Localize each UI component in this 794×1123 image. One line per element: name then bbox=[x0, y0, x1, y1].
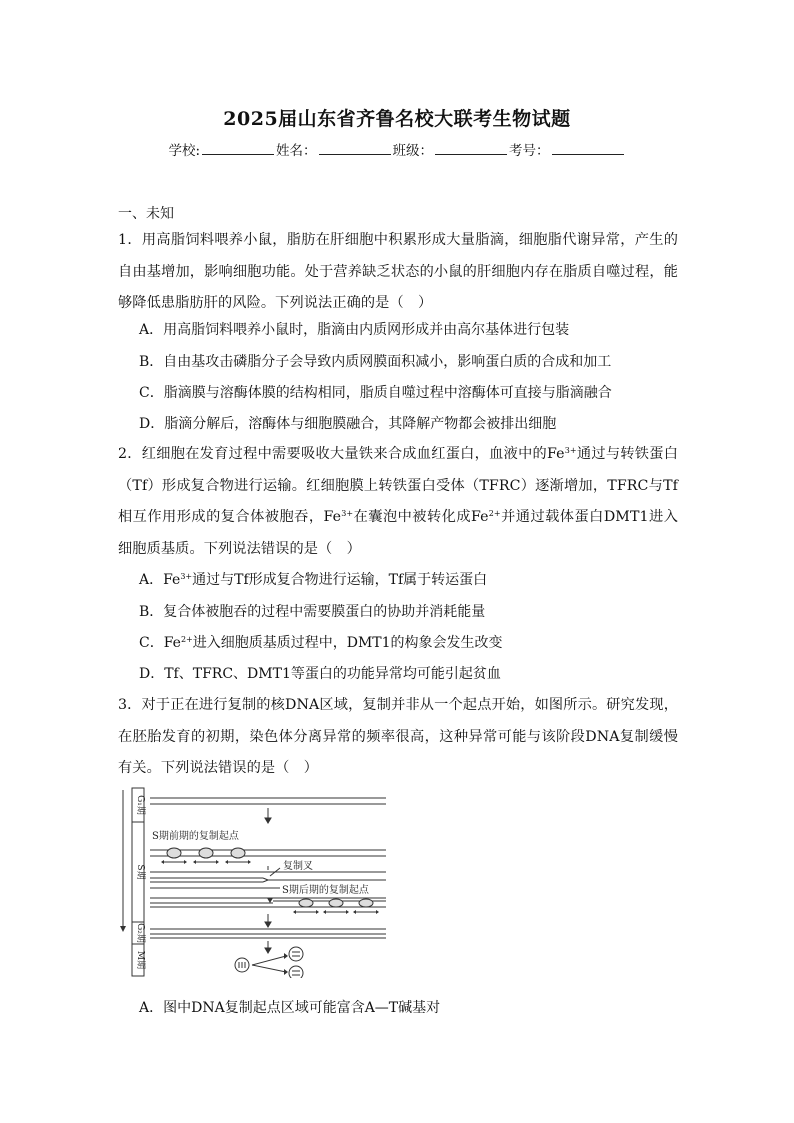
q2-sup-3: 2+ bbox=[488, 509, 501, 518]
late-origin-label: S期后期的复制起点 bbox=[282, 885, 369, 896]
dna-strands-g2 bbox=[150, 929, 386, 938]
school-label: 学校: bbox=[168, 143, 201, 159]
m-phase-label: M期 bbox=[135, 950, 145, 970]
class-blank[interactable] bbox=[435, 142, 507, 155]
dna-replication-figure bbox=[118, 786, 390, 978]
question-1-option-a[interactable]: A．用高脂饲料喂养小鼠时，脂滴由内质网形成并由高尔基体进行包装 bbox=[139, 322, 570, 338]
question-1-option-d[interactable]: D．脂滴分解后，溶酶体与细胞膜融合，其降解产物都会被排出细胞 bbox=[139, 416, 557, 432]
q2-text-3: 在囊泡中被转化成Fe bbox=[353, 509, 489, 525]
replication-fork-label: 复制叉 bbox=[283, 861, 313, 872]
q2a-text-2: 通过与Tf形成复合物进行运输，Tf属于转运蛋白 bbox=[192, 572, 488, 588]
question-2-option-c[interactable] bbox=[139, 633, 679, 653]
q2c-sup: 2+ bbox=[180, 635, 193, 644]
s-phase-label: S期 bbox=[135, 864, 145, 880]
q2c-text-2: 进入细胞质基质过程中，DMT1的构象会发生改变 bbox=[192, 635, 503, 651]
early-origin-label: S期前期的复制起点 bbox=[152, 831, 239, 842]
q2a-text-1: A．Fe bbox=[139, 572, 181, 588]
time-arrow-icon bbox=[120, 926, 126, 932]
question-1-stem: 1．用高脂饲料喂养小鼠，脂肪在肝细胞中积累形成大量脂滴，细胞脂代谢异常，产生的自由基增加，影响细胞功能。处于营养缺乏状态的小鼠的肝细胞内存在脂质自噬过程，能够降低患脂肪肝的风险。下列说法正确的是（ ） bbox=[118, 232, 678, 311]
q2-text-2: 通过与转铁蛋白（Tf）形成复合物进行运输。红细胞膜上转铁蛋白受体（TFRC）逐渐增加，TFRC与Tf相互作用形成的复合体被胞吞，Fe bbox=[118, 446, 678, 525]
q2a-sup: 3+ bbox=[180, 572, 193, 581]
question-2-option-d[interactable]: D．Tf、TFRC、DMT1等蛋白的功能异常均可能引起贫血 bbox=[139, 666, 501, 682]
question-2-stem bbox=[118, 439, 678, 565]
g2-phase-label: G₂期 bbox=[135, 923, 145, 943]
g1-phase-label: G₁期 bbox=[135, 795, 145, 815]
q2-text-4: 并通过载体蛋白DMT1进入细胞质基质。下列说法错误的是（ ） bbox=[118, 509, 678, 557]
question-1-option-b[interactable]: B．自由基攻击磷脂分子会导致内质网膜面积减小，影响蛋白质的合成和加工 bbox=[139, 354, 612, 370]
student-info-line bbox=[0, 139, 794, 159]
exam-no-blank[interactable] bbox=[552, 142, 624, 155]
page-title: 2025届山东省齐鲁名校大联考生物试题 bbox=[223, 108, 571, 130]
dna-strands-g1 bbox=[150, 798, 386, 804]
q2-text-1: 2．红细胞在发育过程中需要吸收大量铁来合成血红蛋白，血液中的Fe bbox=[118, 446, 565, 462]
dna-strands-early-s bbox=[150, 848, 386, 862]
class-label: 班级： bbox=[392, 143, 434, 159]
name-label: 姓名： bbox=[276, 143, 317, 159]
question-3-stem: 3．对于正在进行复制的核DNA区域，复制并非从一个起点开始，如图所示。研究发现，在胚胎发育的初期，染色体分离异常的频率很高，这种异常可能与该阶段DNA复制缓慢有关。下列说法错误的是（ ） bbox=[118, 697, 678, 776]
section-heading: 一、未知 bbox=[118, 206, 174, 222]
question-2-option-a[interactable] bbox=[139, 570, 679, 590]
exam-no-label: 考号： bbox=[509, 143, 550, 159]
q2-sup-2: 3+ bbox=[341, 509, 354, 518]
name-blank[interactable] bbox=[319, 142, 391, 155]
question-2-option-b[interactable]: B．复合体被胞吞的过程中需要膜蛋白的协助并消耗能量 bbox=[139, 604, 486, 620]
question-1-option-c[interactable]: C．脂滴膜与溶酶体膜的结构相同，脂质自噬过程中溶酶体可直接与脂滴融合 bbox=[139, 385, 612, 401]
q2c-text-1: C．Fe bbox=[139, 635, 181, 651]
question-3-option-a[interactable]: A．图中DNA复制起点区域可能富含A—T碱基对 bbox=[139, 1000, 441, 1016]
q2-sup-1: 3+ bbox=[564, 446, 577, 455]
school-blank[interactable] bbox=[202, 142, 274, 155]
dna-strands-late-s bbox=[150, 898, 386, 912]
